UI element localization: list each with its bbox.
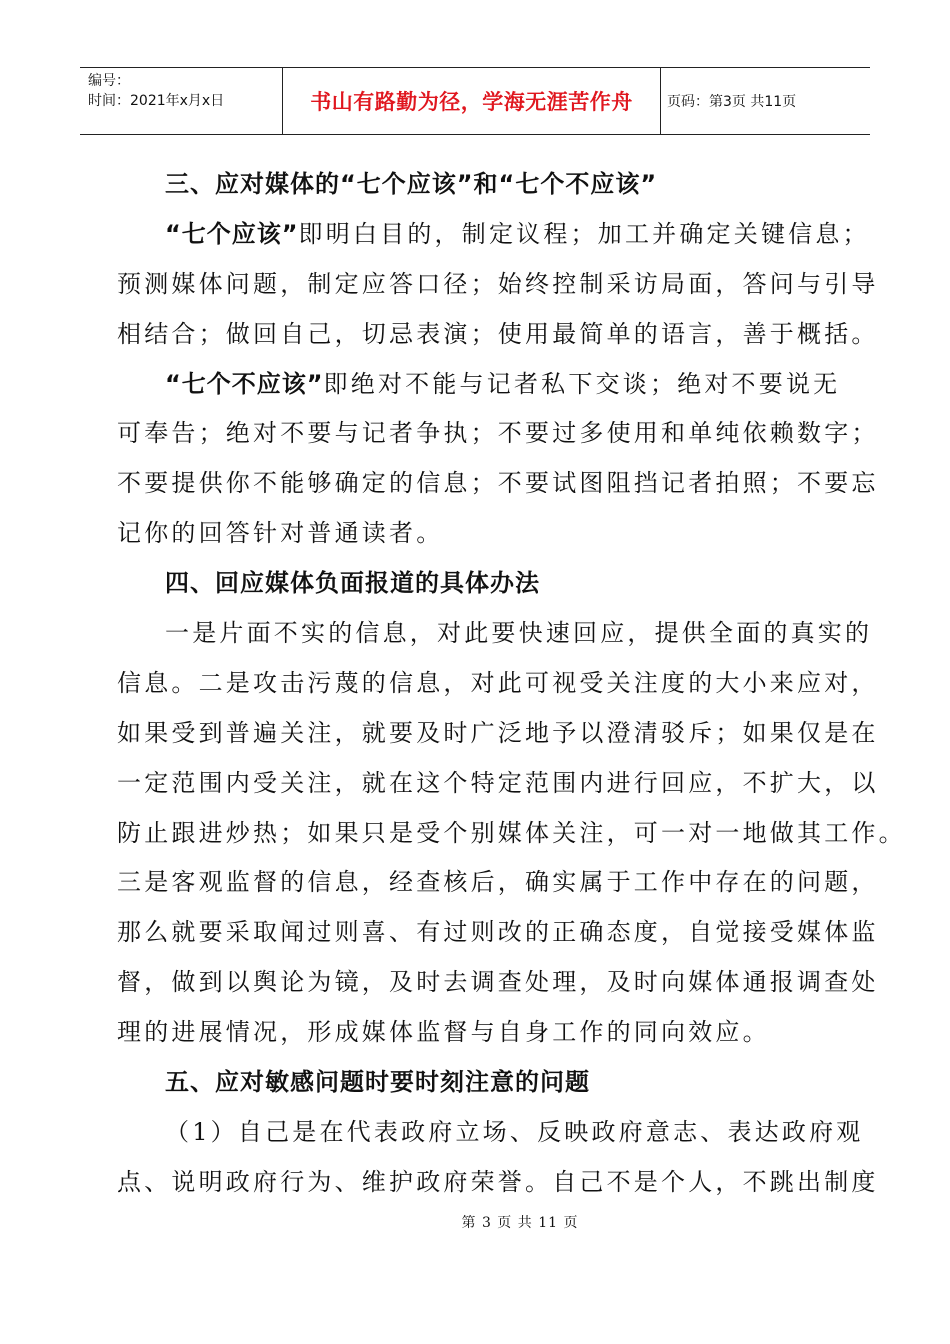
paragraph-line bbox=[117, 360, 841, 410]
paragraph-line: （1）自己是在代表政府立场、反映政府意志、表达政府观 bbox=[165, 1117, 864, 1146]
header-motto: 书山有路勤为径，学海无涯苦作舟 bbox=[283, 68, 661, 134]
section-heading: 三、应对媒体的“七个应该”和“七个不应该” bbox=[165, 170, 658, 198]
paragraph-line: 点、说明政府行为、维护政府荣誉。自己不是个人，不跳出制度 bbox=[117, 1167, 879, 1196]
footer-page-number: 第 3 页 共 11 页 bbox=[461, 1215, 579, 1231]
paragraph-line: 可奉告；绝对不要与记者争执；不要过多使用和单纯依赖数字； bbox=[117, 419, 879, 448]
paragraph-line: 不要提供你不能够确定的信息；不要试图阻挡记者拍照；不要忘 bbox=[117, 469, 879, 498]
paragraph-line: 一定范围内受关注，就在这个特定范围内进行回应，不扩大，以 bbox=[117, 768, 879, 797]
paragraph-line: 相结合；做回自己，切忌表演；使用最简单的语言，善于概括。 bbox=[117, 319, 879, 348]
doc-time-label: 时间：2021年x月x日 bbox=[88, 93, 225, 109]
paragraph-text: 即绝对不能与记者私下交谈；绝对不要说无 bbox=[323, 369, 841, 398]
paragraph-line: 预测媒体问题，制定应答口径；始终控制采访局面，答问与引导 bbox=[117, 269, 879, 298]
paragraph-line: 防止跟进炒热；如果只是受个别媒体关注，可一对一地做其工作。 bbox=[117, 818, 906, 847]
paragraph-lead-term: “七个应该” bbox=[165, 219, 299, 248]
section-heading: 五、应对敏感问题时要时刻注意的问题 bbox=[165, 1068, 590, 1097]
header-meta-cell bbox=[80, 68, 283, 134]
paragraph-line: 信息。二是攻击污蔑的信息，对此可视受关注度的大小来应对， bbox=[117, 668, 879, 697]
paragraph-line bbox=[117, 210, 870, 260]
paragraph-text: 即明白目的，制定议程；加工并确定关键信息； bbox=[298, 219, 870, 248]
page-header bbox=[80, 67, 870, 135]
paragraph-line: 督，做到以舆论为镜，及时去调查处理，及时向媒体通报调查处 bbox=[117, 968, 879, 997]
paragraph-line: 理的进展情况，形成媒体监督与自身工作的同向效应。 bbox=[117, 1018, 770, 1047]
paragraph-line: 一是片面不实的信息，对此要快速回应，提供全面的真实的 bbox=[165, 619, 873, 648]
document-body bbox=[117, 160, 906, 1208]
section-heading: 四、回应媒体负面报道的具体办法 bbox=[165, 569, 540, 598]
paragraph-lead-term: “七个不应该” bbox=[165, 369, 324, 398]
page-footer bbox=[0, 1212, 950, 1232]
doc-number-label: 编号： bbox=[88, 73, 130, 89]
paragraph-line: 记你的回答针对普通读者。 bbox=[117, 519, 444, 548]
paragraph-line: 三是客观监督的信息，经查核后，确实属于工作中存在的问题， bbox=[117, 868, 879, 897]
header-page-info: 页码：第3页 共11页 bbox=[667, 94, 797, 110]
paragraph-line: 那么就要采取闻过则喜、有过则改的正确态度，自觉接受媒体监 bbox=[117, 918, 879, 947]
paragraph-line: 如果受到普遍关注，就要及时广泛地予以澄清驳斥；如果仅是在 bbox=[117, 718, 879, 747]
